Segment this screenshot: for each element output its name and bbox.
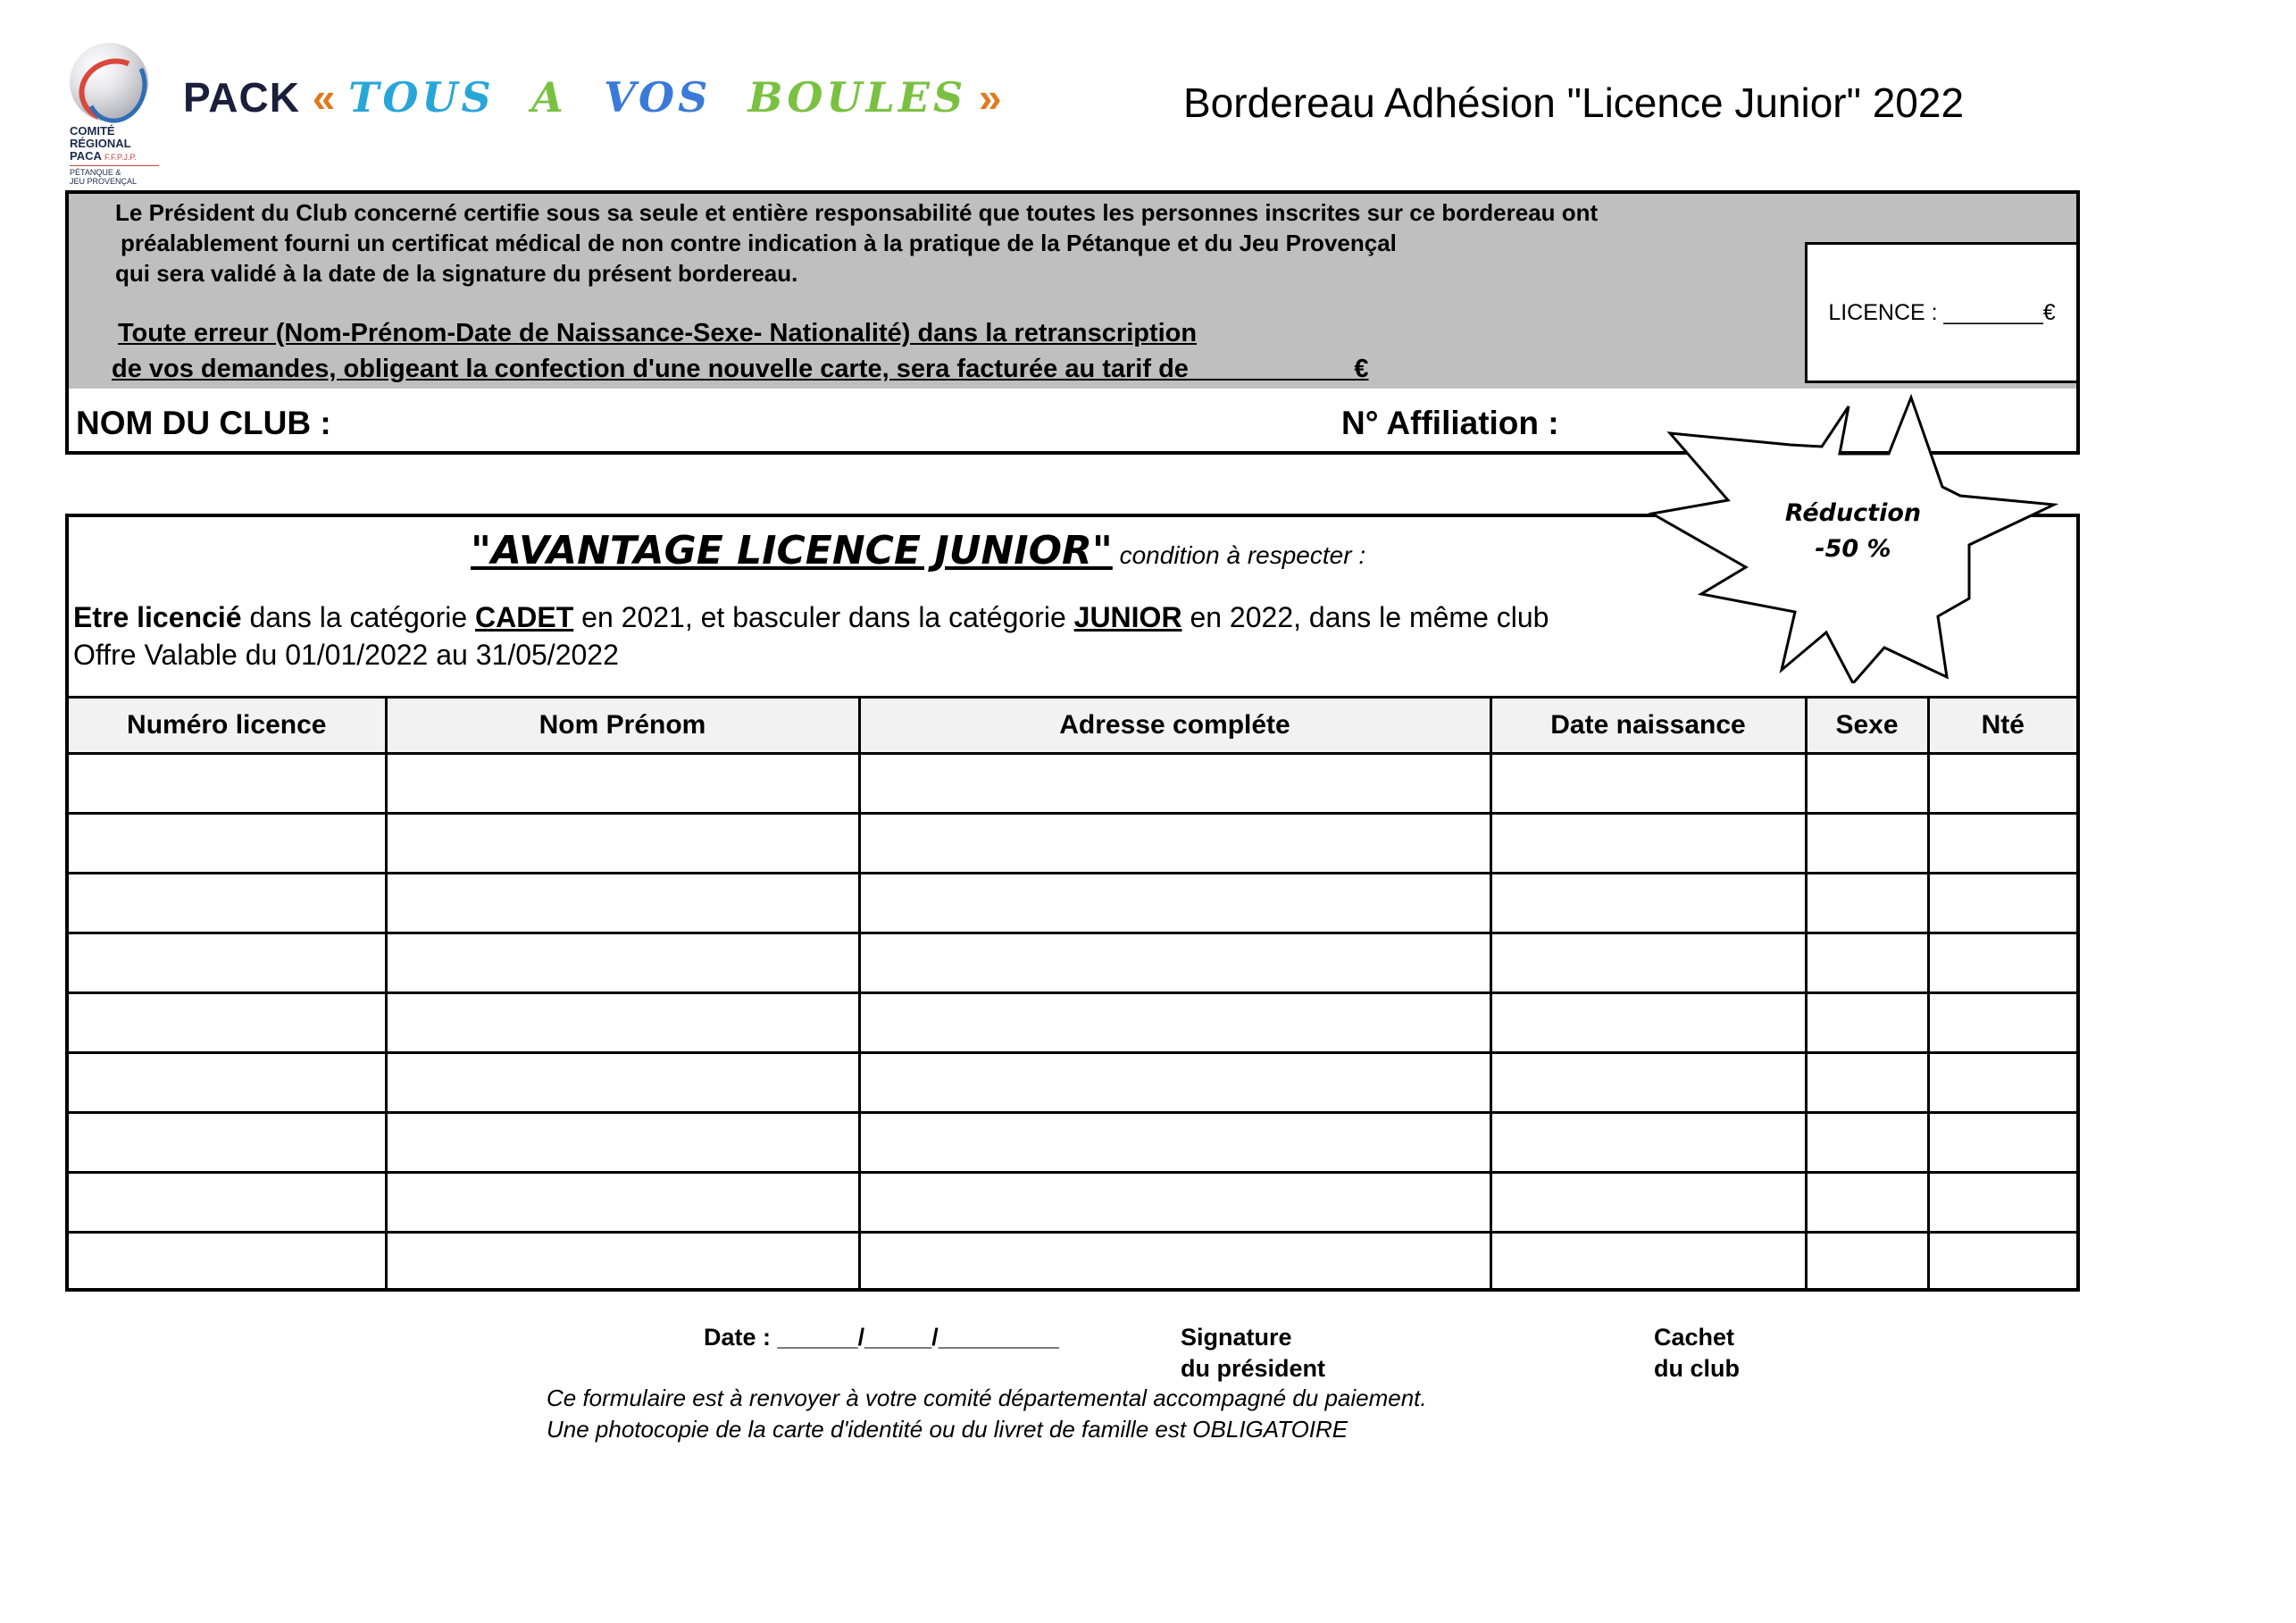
- condition-line-1: Etre licencié dans la catégorie CADET en 2021, et basculer dans la catégorie JUNIOR en 2022, dans le même club: [73, 601, 1549, 633]
- error-line-1: Toute erreur (Nom-Prénom-Date de Naissance-Sexe- Nationalité) dans la retranscription: [118, 319, 1198, 347]
- table-cell[interactable]: [1490, 993, 1806, 1053]
- licence-price-box[interactable]: [1805, 242, 2076, 383]
- avantage-subtitle: condition à respecter :: [1112, 541, 1366, 569]
- table-cell[interactable]: [69, 1233, 386, 1292]
- table-cell[interactable]: [1806, 1113, 1928, 1173]
- avantage-heading: [471, 528, 1365, 573]
- pack-word-vos: VOS: [604, 73, 712, 121]
- document-title: Bordereau Adhésion "Licence Junior" 2022: [1183, 79, 1965, 126]
- logo-subtext: PÉTANQUE & JEU PROVENÇAL: [70, 165, 159, 186]
- table-cell[interactable]: [859, 1113, 1490, 1173]
- table-cell[interactable]: [859, 814, 1490, 874]
- affiliation-label: N° Affiliation :: [1341, 405, 1559, 441]
- table-cell[interactable]: [1928, 1113, 2076, 1173]
- table-row: [69, 754, 2076, 814]
- pack-word-boules: BOULES: [747, 73, 967, 121]
- table-cell[interactable]: [1928, 993, 2076, 1053]
- table-cell[interactable]: [1490, 933, 1806, 993]
- table-row: [69, 874, 2076, 933]
- error-line-2: de vos demandes, obligeant la confection d'une nouvelle carte, sera facturée au tarif de ___________€: [112, 355, 1369, 383]
- cachet-label: Cachet du club: [1654, 1324, 1740, 1382]
- table-cell[interactable]: [69, 874, 386, 933]
- table-cell[interactable]: [859, 754, 1490, 814]
- table-cell[interactable]: [386, 814, 859, 874]
- table-cell[interactable]: [1928, 874, 2076, 933]
- table-cell[interactable]: [1928, 814, 2076, 874]
- table-cell[interactable]: [1490, 874, 1806, 933]
- table-header-row: [69, 698, 2076, 754]
- table-row: [69, 933, 2076, 993]
- table-cell[interactable]: [69, 1053, 386, 1113]
- header-sexe: Sexe: [1806, 698, 1928, 754]
- table-row: [69, 1113, 2076, 1173]
- table-cell[interactable]: [1928, 933, 2076, 993]
- pack-title: PACK « TOUS A VOS BOULES »: [183, 73, 1003, 121]
- table-cell[interactable]: [386, 933, 859, 993]
- table-row: [69, 993, 2076, 1053]
- pack-word-tous: TOUS: [348, 73, 495, 121]
- table-cell[interactable]: [1490, 814, 1806, 874]
- table-row: [69, 1053, 2076, 1113]
- condition-line-2: Offre Valable du 01/01/2022 au 31/05/2022: [73, 639, 619, 671]
- table-cell[interactable]: [69, 933, 386, 993]
- table-cell[interactable]: [386, 754, 859, 814]
- petanque-ball-icon: [70, 43, 148, 121]
- table-cell[interactable]: [1928, 1053, 2076, 1113]
- table-cell[interactable]: [386, 1113, 859, 1173]
- cert-line-1: Le Président du Club concerné certifie sous sa seule et entière responsabilité que toutes les personnes inscrites sur ce bordereau ont: [115, 199, 1599, 226]
- table-cell[interactable]: [386, 993, 859, 1053]
- table-cell[interactable]: [1490, 1173, 1806, 1233]
- table-cell[interactable]: [1490, 754, 1806, 814]
- table-cell[interactable]: [69, 1173, 386, 1233]
- table-cell[interactable]: [1806, 1173, 1928, 1233]
- table-cell[interactable]: [1806, 874, 1928, 933]
- cert-line-3: qui sera validé à la date de la signature du présent bordereau.: [115, 260, 798, 287]
- club-name-label: NOM DU CLUB :: [76, 405, 331, 441]
- signature-label: Signature du président: [1181, 1324, 1326, 1382]
- table-cell[interactable]: [69, 814, 386, 874]
- comite-logo: [70, 43, 159, 186]
- header-nationalite: Nté: [1928, 698, 2076, 754]
- table-cell[interactable]: [386, 1053, 859, 1113]
- header-date-naissance: Date naissance: [1490, 698, 1806, 754]
- pack-word-a: A: [531, 73, 567, 121]
- table-body: [69, 754, 2076, 1292]
- table-cell[interactable]: [69, 993, 386, 1053]
- table-cell[interactable]: [859, 933, 1490, 993]
- logo-text: COMITÉ RÉGIONAL PACA F.F.P.J.P.: [70, 124, 137, 163]
- table-cell[interactable]: [1928, 754, 2076, 814]
- table-cell[interactable]: [386, 1233, 859, 1292]
- table-cell[interactable]: [1928, 1233, 2076, 1292]
- table-cell[interactable]: [859, 993, 1490, 1053]
- table-cell[interactable]: [1806, 1233, 1928, 1292]
- table-cell[interactable]: [386, 1173, 859, 1233]
- table-cell[interactable]: [1806, 933, 1928, 993]
- reduction-label: Réduction -50 %: [1784, 499, 1922, 563]
- table-row: [69, 1173, 2076, 1233]
- footer-note-1: Ce formulaire est à renvoyer à votre comité départemental accompagné du paiement.: [547, 1385, 1427, 1411]
- table-cell[interactable]: [1806, 1053, 1928, 1113]
- table-cell[interactable]: [859, 1233, 1490, 1292]
- table-cell[interactable]: [1490, 1113, 1806, 1173]
- certification-panel: [69, 194, 2076, 389]
- table-row: [69, 1233, 2076, 1292]
- table-cell[interactable]: [69, 1113, 386, 1173]
- table-cell[interactable]: [859, 1173, 1490, 1233]
- table-cell[interactable]: [1928, 1173, 2076, 1233]
- footer-note-2: Une photocopie de la carte d'identité ou du livret de famille est OBLIGATOIRE: [547, 1416, 1348, 1443]
- cert-line-2: préalablement fourni un certificat médical de non contre indication à la pratique de la Pétanque et du Jeu Provençal: [121, 230, 1397, 256]
- table-cell[interactable]: [1806, 814, 1928, 874]
- table-row: [69, 814, 2076, 874]
- table-cell[interactable]: [1490, 1233, 1806, 1292]
- header-adresse: Adresse compléte: [859, 698, 1490, 754]
- licence-table: [69, 696, 2076, 1291]
- table-cell[interactable]: [69, 754, 386, 814]
- avantage-title: "AVANTAGE LICENCE JUNIOR": [471, 528, 1113, 573]
- table-cell[interactable]: [859, 874, 1490, 933]
- table-cell[interactable]: [859, 1053, 1490, 1113]
- table-cell[interactable]: [1806, 993, 1928, 1053]
- table-cell[interactable]: [1490, 1053, 1806, 1113]
- date-field[interactable]: Date : ______/_____/_________: [704, 1324, 1059, 1351]
- table-cell[interactable]: [386, 874, 859, 933]
- header-numero-licence: Numéro licence: [69, 698, 386, 754]
- licence-price-label: LICENCE : ________€: [1828, 299, 2056, 325]
- header-nom-prenom: Nom Prénom: [386, 698, 859, 754]
- table-cell[interactable]: [1806, 754, 1928, 814]
